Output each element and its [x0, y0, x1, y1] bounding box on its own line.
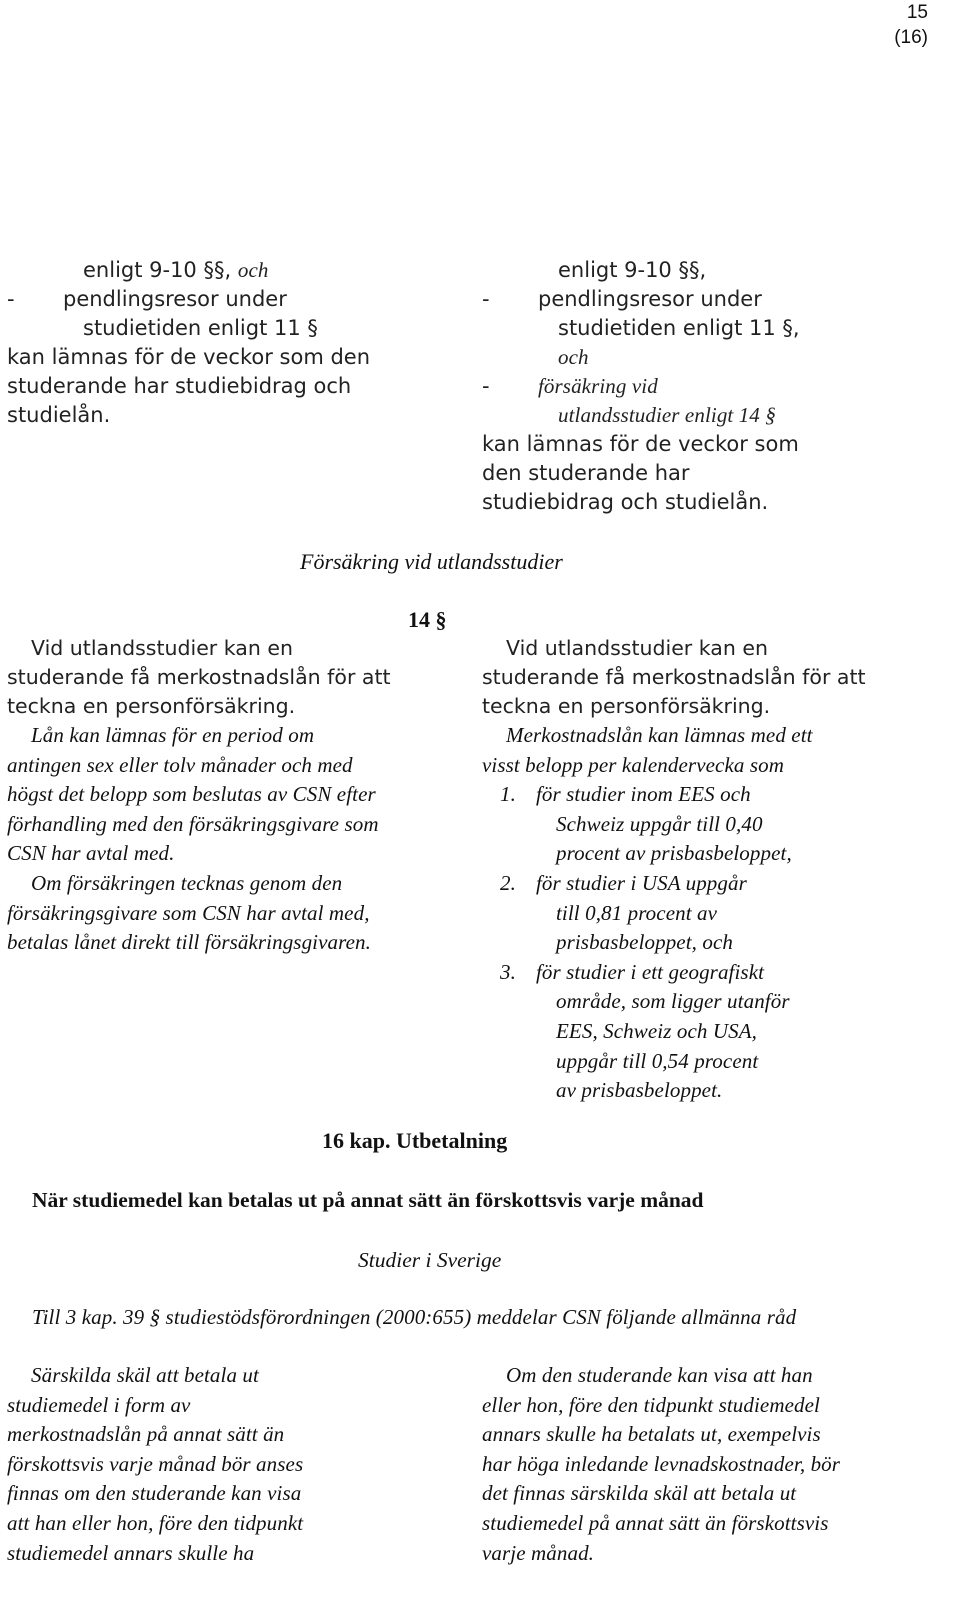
list-item-text: område, som ligger utanför [556, 989, 790, 1014]
left-14-p1-l1: Vid utlandsstudier kan en [31, 636, 293, 660]
left-14-p2-l3: högst det belopp som beslutas av CSN efter [7, 782, 376, 807]
left-14-p1-l2: studerande få merkostnadslån för att [7, 665, 391, 689]
list-item-text: prisbasbeloppet, och [556, 930, 733, 955]
right-top-line2: pendlingsresor under [538, 287, 762, 311]
left-top-text [7, 256, 370, 430]
right-bottom-line: varje månad. [482, 1540, 595, 1565]
list-dash: - [482, 287, 490, 311]
list-item-text: Schweiz uppgår till 0,40 [556, 811, 763, 836]
right-14-p1-l1: Vid utlandsstudier kan en [506, 636, 768, 660]
page-number-total: (16) [894, 27, 928, 48]
right-bottom-advice [482, 1361, 840, 1568]
right-bottom-line: Om den studerande kan visa att han [506, 1363, 813, 1387]
right-section-14 [482, 634, 866, 1106]
list-item [482, 780, 866, 810]
right-top-line9: studiebidrag och studielån. [482, 490, 769, 514]
left-bottom-line: merkostnadslån på annat sätt än [7, 1422, 285, 1447]
right-top-line6: utlandsstudier enligt 14 § [558, 403, 776, 427]
list-item [482, 869, 866, 899]
right-top-line4: och [558, 345, 589, 369]
left-top-line3: studietiden enligt 11 § [83, 316, 318, 340]
page-number-current: 15 [906, 2, 928, 23]
insurance-heading: Försäkring vid utlandsstudier [300, 549, 563, 574]
right-bottom-line: det finnas särskilda skäl att betala ut [482, 1481, 797, 1506]
left-top-line2: pendlingsresor under [63, 287, 287, 311]
left-bottom-line: studiemedel annars skulle ha [7, 1540, 255, 1565]
right-bottom-line: har höga inledande levnadskostnader, bör [482, 1451, 841, 1476]
right-bottom-line: annars skulle ha betalats ut, exempelvis [482, 1422, 821, 1447]
list-item-text: för studier inom EES och [536, 782, 751, 807]
chapter-heading: 16 kap. Utbetalning [322, 1128, 508, 1153]
left-section-14 [7, 634, 391, 958]
list-item-text: för studier i USA uppgår [536, 870, 747, 895]
right-top-line8: den studerande har [482, 461, 690, 485]
list-dash: - [482, 374, 490, 398]
section-heading: När studiemedel kan betalas ut på annat sätt än förskottsvis varje månad [32, 1188, 704, 1212]
left-14-p3-l3: betalas lånet direkt till försäkringsgivaren. [7, 930, 371, 955]
left-14-p1-l3: teckna en personförsäkring. [7, 694, 296, 718]
list-item-number: 2. [500, 870, 516, 895]
right-14-p1-l2: studerande få merkostnadslån för att [482, 665, 866, 689]
right-14-p2-l1: Merkostnadslån kan lämnas med ett [506, 723, 813, 747]
left-bottom-line: att han eller hon, före den tidpunkt [7, 1510, 304, 1535]
left-14-p3-l1: Om försäkringen tecknas genom den [31, 870, 343, 895]
subheading: Studier i Sverige [358, 1248, 502, 1272]
left-14-p3-l2: försäkringsgivare som CSN har avtal med, [7, 900, 370, 925]
left-bottom-line: finnas om den studerande kan visa [7, 1481, 302, 1506]
left-top-line6: studielån. [7, 403, 111, 427]
right-14-p2-l2: visst belopp per kalendervecka som [482, 752, 784, 777]
right-top-line3: studietiden enligt 11 §, [558, 316, 800, 340]
list-item-text: EES, Schweiz och USA, [556, 1018, 757, 1043]
general-advice-intro: Till 3 kap. 39 § studiestödsförordningen (2000:655) meddelar CSN följande allmänna råd [32, 1305, 797, 1329]
right-top-line7: kan lämnas för de veckor som [482, 432, 799, 456]
left-bottom-line: Särskilda skäl att betala ut [31, 1363, 259, 1387]
left-14-p2-l4: förhandling med den försäkringsgivare som [7, 811, 379, 836]
page-number [894, 0, 928, 50]
left-bottom-line: studiemedel i form av [7, 1392, 191, 1417]
list-item [482, 958, 866, 988]
left-14-p2-l1: Lån kan lämnas för en period om [31, 723, 315, 747]
list-item-number: 1. [500, 782, 516, 807]
left-top-line4: kan lämnas för de veckor som den [7, 345, 371, 369]
list-dash: - [7, 287, 15, 311]
right-top-text [482, 256, 800, 517]
paragraph-number-14: 14 § [408, 607, 447, 632]
right-bottom-line: eller hon, före den tidpunkt studiemedel [482, 1392, 820, 1417]
list-item-text: för studier i ett geografiskt [536, 959, 765, 984]
list-item-text: procent av prisbasbeloppet, [556, 841, 792, 866]
right-top-line5: försäkring vid [538, 374, 658, 398]
list-item-text: till 0,81 procent av [556, 900, 718, 925]
left-14-p2-l2: antingen sex eller tolv månader och med [7, 752, 353, 777]
right-top-line1: enligt 9-10 §§, [558, 258, 707, 282]
right-14-p1-l3: teckna en personförsäkring. [482, 694, 771, 718]
left-14-p2-l5: CSN har avtal med. [7, 841, 175, 866]
list-item-number: 3. [500, 959, 516, 984]
list-item-text: uppgår till 0,54 procent [556, 1048, 759, 1073]
left-top-line5: studerande har studiebidrag och [7, 374, 352, 398]
right-bottom-line: studiemedel på annat sätt än förskottsvis [482, 1510, 829, 1535]
left-top-line1-och: och [237, 258, 269, 282]
list-item-text: av prisbasbeloppet. [556, 1078, 723, 1103]
left-bottom-advice [7, 1361, 303, 1568]
left-bottom-line: förskottsvis varje månad bör anses [7, 1451, 304, 1476]
left-top-line1: enligt 9-10 §§, [83, 258, 232, 282]
